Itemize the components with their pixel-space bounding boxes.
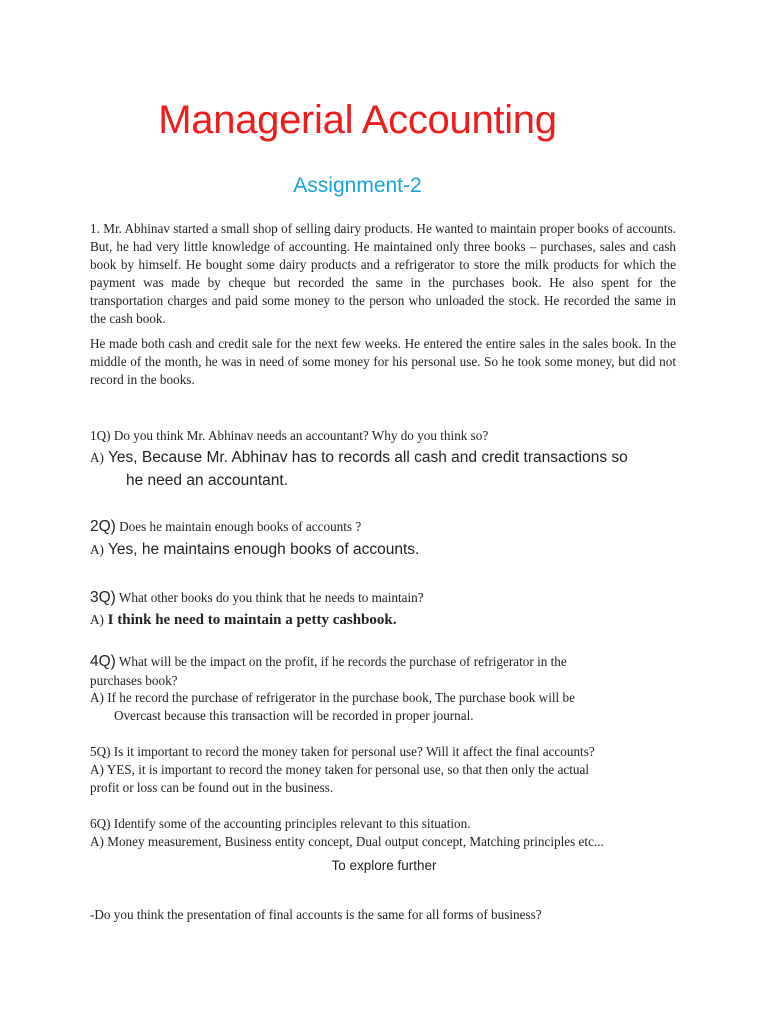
question-1-label: 1Q) <box>90 428 111 443</box>
explore-further-heading: To explore further <box>331 858 437 873</box>
question-2-text: Does he maintain enough books of accounts ? <box>119 519 362 534</box>
answer-1-line-2: he need an accountant. <box>126 472 289 489</box>
answer-4-line-2: Overcast because this transaction will be recorded in proper journal. <box>114 708 474 723</box>
question-4-label: 4Q) <box>90 653 116 670</box>
answer-1-label: A) <box>90 450 104 465</box>
question-4-line-2: purchases book? <box>90 673 178 688</box>
document-title: Managerial Accounting <box>158 98 557 142</box>
question-4-text: What will be the impact on the profit, if he records the purchase of refrigerator in the <box>118 654 567 669</box>
question-5: 5Q) Is it important to record the money taken for personal use? Will it affect the final accounts? <box>90 744 595 759</box>
question-6: 6Q) Identify some of the accounting principles relevant to this situation. <box>90 816 471 831</box>
question-3-label: 3Q) <box>90 589 116 606</box>
question-4-line-1 <box>90 653 690 671</box>
answer-5-line-2: profit or loss can be found out in the business. <box>90 780 334 795</box>
case-paragraph-2: He made both cash and credit sale for the next few weeks. He entered the entire sales in the sales book. In the middle of the month, he was in need of some money for his personal use. So he took some money, but did not record in the books. <box>90 336 676 387</box>
question-2-label: 2Q) <box>90 518 116 535</box>
question-1-text: Do you think Mr. Abhinav needs an accountant? Why do you think so? <box>113 428 489 443</box>
answer-3 <box>90 610 690 630</box>
question-2 <box>90 518 690 536</box>
answer-2-text: Yes, he maintains enough books of accounts. <box>107 541 420 558</box>
answer-3-text: I think he need to maintain a petty cashbook. <box>107 612 397 628</box>
explore-further-question: -Do you think the presentation of final accounts is the same for all forms of business? <box>90 907 542 922</box>
answer-2-label: A) <box>90 542 104 557</box>
question-1 <box>90 427 690 445</box>
answer-5-line-1: A) YES, it is important to record the money taken for personal use, so that then only the actual <box>90 762 590 777</box>
answer-2 <box>90 539 690 561</box>
case-paragraph-1: 1. Mr. Abhinav started a small shop of selling dairy products. He wanted to maintain proper books of accounts. But, he had very little knowledge of accounting. He maintained only three books – purchases, sales and cash book by himself. He bought some dairy products and a refrigerator to store the milk products for which the payment was made by cheque but recorded the same in the purchases book. He also spent for the transportation charges and paid some money to the person who unloaded the stock. He recorded the same in the cash book. <box>90 221 676 326</box>
question-3 <box>90 589 690 607</box>
question-3-text: What other books do you think that he needs to maintain? <box>118 590 424 605</box>
answer-1-line-1 <box>90 447 690 469</box>
answer-3-label: A) <box>90 612 104 627</box>
answer-1-text: Yes, Because Mr. Abhinav has to records all cash and credit transactions so <box>107 449 628 466</box>
answer-4-line-1: A) If he record the purchase of refrigerator in the purchase book, The purchase book will be <box>90 690 575 705</box>
document-subtitle: Assignment-2 <box>293 174 422 197</box>
answer-6: A) Money measurement, Business entity concept, Dual output concept, Matching principles etc... <box>90 834 604 849</box>
